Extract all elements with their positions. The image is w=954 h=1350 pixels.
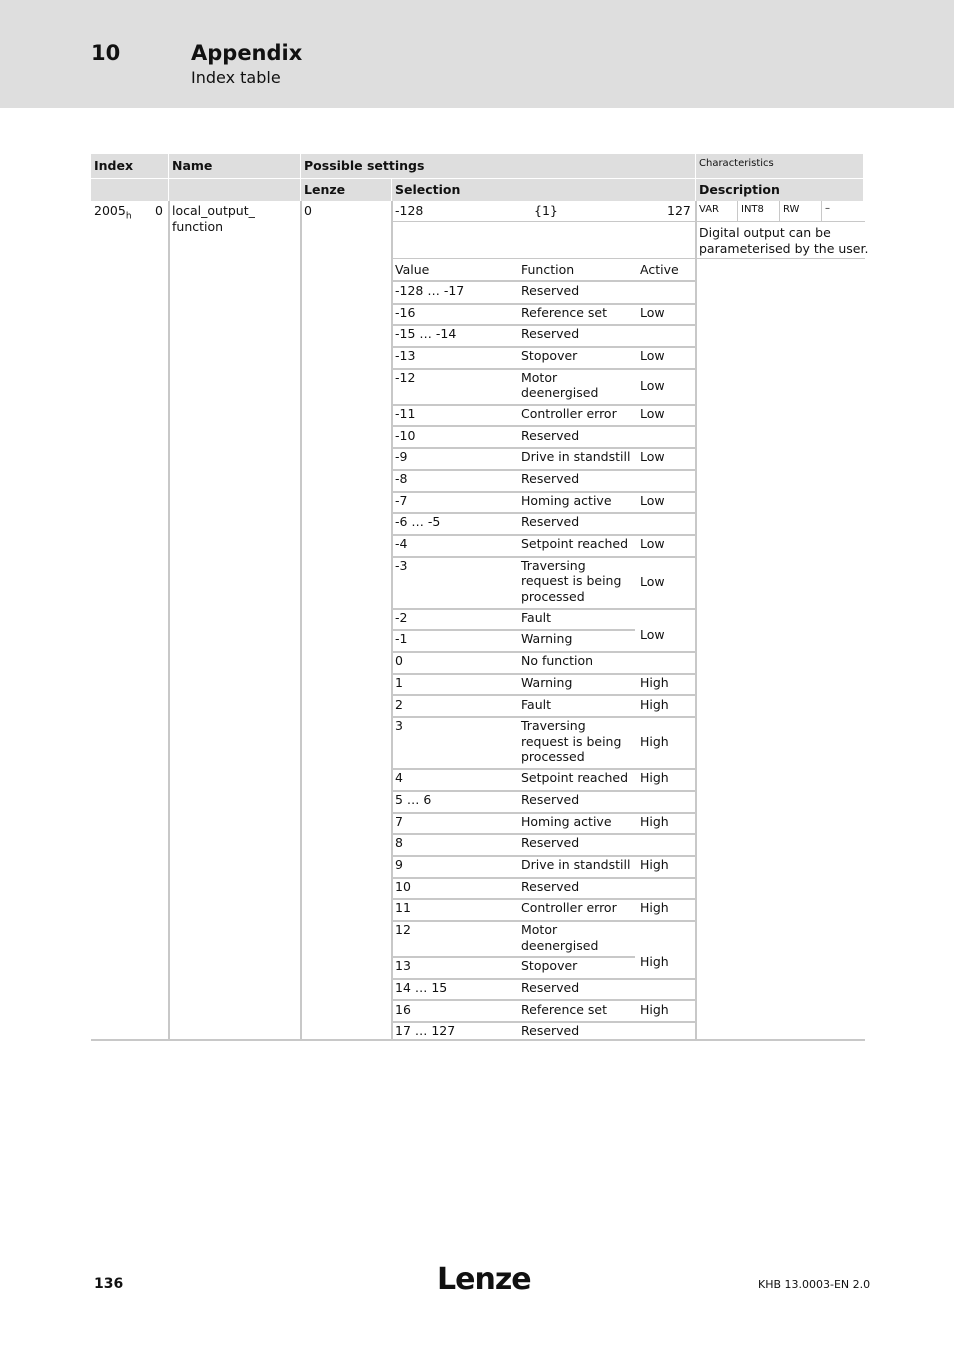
function-cell: Reserved bbox=[521, 427, 580, 443]
active-cell: Low bbox=[640, 405, 665, 421]
table-row bbox=[392, 428, 695, 450]
function-cell: Controller error bbox=[521, 900, 617, 916]
function-cell: Drive in standstill bbox=[521, 449, 631, 465]
value-cell: 5 … 6 bbox=[395, 791, 432, 807]
page-number: 136 bbox=[94, 1276, 124, 1292]
table-row bbox=[392, 814, 695, 836]
value-cell: 12 bbox=[395, 922, 411, 938]
function-cell: Homing active bbox=[521, 813, 612, 829]
function-cell: Fault bbox=[521, 696, 551, 712]
value-cell: 11 bbox=[395, 900, 411, 916]
value-cell: 2 bbox=[395, 696, 403, 712]
function-cell: Reference set bbox=[521, 304, 608, 320]
lenze-logo: Lenze bbox=[437, 1262, 531, 1297]
row-divider bbox=[392, 280, 695, 282]
table-row bbox=[392, 536, 695, 558]
document-id: KHB 13.0003-EN 2.0 bbox=[758, 1278, 871, 1291]
value-cell: -11 bbox=[395, 405, 416, 421]
function-cell: Controller error bbox=[521, 405, 617, 421]
table-row bbox=[392, 653, 695, 675]
value-cell: -13 bbox=[395, 348, 416, 364]
char-separator bbox=[737, 201, 738, 221]
function-cell: Traversing request is being processed bbox=[521, 718, 622, 765]
value-col-header: Value bbox=[395, 262, 430, 277]
function-cell: Stopover bbox=[521, 958, 578, 974]
selection-max: 127 bbox=[667, 203, 691, 218]
table-row bbox=[392, 718, 695, 770]
table-row bbox=[392, 493, 695, 515]
active-cell: Low bbox=[640, 378, 665, 394]
value-cell: 0 bbox=[395, 653, 403, 669]
function-cell: Reserved bbox=[521, 791, 580, 807]
function-cell: Motor deenergised bbox=[521, 922, 599, 953]
active-cell: Low bbox=[640, 627, 665, 643]
active-cell: High bbox=[640, 857, 669, 872]
function-cell: Warning bbox=[521, 631, 573, 647]
value-cell: 1 bbox=[395, 674, 403, 690]
value-cell: -6 … -5 bbox=[395, 514, 441, 530]
table-row bbox=[392, 558, 695, 610]
active-cell: High bbox=[640, 813, 669, 829]
function-cell: Motor deenergised bbox=[521, 369, 599, 401]
function-cell: Setpoint reached bbox=[521, 770, 629, 786]
table-row bbox=[392, 835, 695, 857]
col-separator bbox=[168, 201, 170, 1039]
table-row bbox=[392, 900, 695, 922]
description-text: Digital output can be parameterised by the user. bbox=[699, 225, 869, 256]
function-cell: Reference set bbox=[521, 1001, 608, 1017]
function-cell: Reserved bbox=[521, 979, 580, 995]
active-cell: High bbox=[640, 900, 669, 916]
function-col-header: Function bbox=[521, 262, 575, 277]
table-bottom-rule bbox=[91, 1039, 865, 1041]
value-cell: 4 bbox=[395, 770, 403, 786]
header-blank-2 bbox=[169, 179, 300, 201]
row-divider bbox=[392, 221, 695, 222]
chapter-subtitle: Index table bbox=[191, 68, 281, 87]
table-row bbox=[392, 406, 695, 428]
table-row bbox=[392, 471, 695, 493]
active-cell: Low bbox=[640, 573, 665, 589]
page-header bbox=[0, 0, 954, 108]
value-cell: 14 … 15 bbox=[395, 979, 448, 995]
active-cell: High bbox=[640, 734, 669, 750]
subindex-value: 0 bbox=[155, 203, 163, 218]
table-row bbox=[392, 326, 695, 348]
char-var: VAR bbox=[699, 204, 719, 215]
header-characteristics: Characteristics bbox=[696, 154, 863, 178]
char-dash: – bbox=[825, 203, 830, 214]
value-cell: 16 bbox=[395, 1001, 411, 1017]
header-index: Index bbox=[91, 154, 168, 178]
function-cell: Reserved bbox=[521, 878, 580, 894]
lenze-default: 0 bbox=[304, 203, 312, 218]
header-lenze: Lenze bbox=[301, 179, 391, 201]
active-cell: Low bbox=[640, 348, 665, 364]
value-cell: -128 … -17 bbox=[395, 283, 465, 298]
active-cell: Low bbox=[640, 492, 665, 508]
value-cell: -7 bbox=[395, 492, 408, 508]
table-row bbox=[392, 879, 695, 901]
table-row bbox=[392, 770, 695, 792]
index-value: $2005_h$ bbox=[94, 203, 132, 222]
function-cell: No function bbox=[521, 653, 594, 669]
function-cell: Homing active bbox=[521, 492, 612, 508]
char-separator bbox=[779, 201, 780, 221]
chapter-title: Appendix bbox=[191, 41, 303, 65]
table-row bbox=[392, 283, 695, 305]
value-cell: -15 … -14 bbox=[395, 326, 457, 342]
function-cell: Reserved bbox=[521, 1023, 580, 1039]
value-cell: -2 bbox=[395, 609, 408, 625]
value-cell: -9 bbox=[395, 449, 408, 465]
table-row bbox=[392, 449, 695, 471]
selection-min: -128 bbox=[395, 203, 424, 218]
function-cell: Warning bbox=[521, 674, 573, 690]
function-cell: Drive in standstill bbox=[521, 857, 631, 872]
header-blank-1 bbox=[91, 179, 168, 201]
active-cell: High bbox=[640, 674, 669, 690]
value-cell: -16 bbox=[395, 304, 416, 320]
value-cell: 8 bbox=[395, 835, 403, 851]
value-cell: -4 bbox=[395, 536, 408, 551]
active-cell: High bbox=[640, 954, 669, 970]
value-cell: -3 bbox=[395, 557, 408, 573]
parameter-name: local_output_ function bbox=[172, 203, 255, 234]
value-cell: -8 bbox=[395, 470, 408, 486]
function-cell: Reserved bbox=[521, 326, 580, 342]
function-cell: Traversing request is being processed bbox=[521, 557, 622, 604]
value-cell: 9 bbox=[395, 857, 403, 872]
active-cell: High bbox=[640, 1001, 669, 1017]
value-cell: 3 bbox=[395, 718, 403, 734]
header-description: Description bbox=[696, 179, 863, 201]
function-cell: Reserved bbox=[521, 283, 580, 298]
header-selection: Selection bbox=[392, 179, 695, 201]
function-cell: Reserved bbox=[521, 835, 580, 851]
table-row bbox=[392, 697, 695, 719]
table-row bbox=[392, 792, 695, 814]
row-divider bbox=[392, 258, 865, 259]
header-possible-settings: Possible settings bbox=[301, 154, 695, 178]
chapter-number: 10 bbox=[91, 41, 121, 65]
function-cell: Setpoint reached bbox=[521, 536, 629, 551]
table-row bbox=[392, 348, 695, 370]
function-cell: Fault bbox=[521, 609, 551, 625]
table-row bbox=[392, 980, 695, 1002]
header-name: Name bbox=[169, 154, 300, 178]
table-row bbox=[392, 958, 695, 980]
value-cell: -12 bbox=[395, 369, 416, 385]
value-cell: 10 bbox=[395, 878, 411, 894]
table-row bbox=[392, 305, 695, 327]
table-row bbox=[392, 631, 695, 653]
active-cell: Low bbox=[640, 536, 665, 551]
row-divider bbox=[696, 221, 865, 222]
value-cell: 13 bbox=[395, 958, 411, 974]
table-row bbox=[392, 675, 695, 697]
function-cell: Stopover bbox=[521, 348, 578, 364]
col-separator bbox=[695, 201, 697, 1039]
col-separator bbox=[300, 201, 302, 1039]
value-cell: -1 bbox=[395, 631, 408, 647]
table-row bbox=[392, 1023, 695, 1045]
function-cell: Reserved bbox=[521, 514, 580, 530]
value-cell: -10 bbox=[395, 427, 416, 443]
active-cell: High bbox=[640, 696, 669, 712]
value-cell: 7 bbox=[395, 813, 403, 829]
table-row bbox=[392, 1002, 695, 1024]
value-cell: 17 … 127 bbox=[395, 1023, 456, 1039]
active-cell: High bbox=[640, 770, 669, 786]
table-row bbox=[392, 514, 695, 536]
function-cell: Reserved bbox=[521, 470, 580, 486]
char-separator bbox=[821, 201, 822, 221]
active-col-header: Active bbox=[640, 262, 679, 277]
table-row bbox=[392, 857, 695, 879]
active-cell: Low bbox=[640, 304, 665, 320]
char-rw: RW bbox=[783, 204, 800, 215]
char-type: INT8 bbox=[741, 204, 764, 215]
selection-step: {1} bbox=[534, 203, 558, 218]
active-cell: Low bbox=[640, 449, 665, 465]
table-row bbox=[392, 370, 695, 406]
